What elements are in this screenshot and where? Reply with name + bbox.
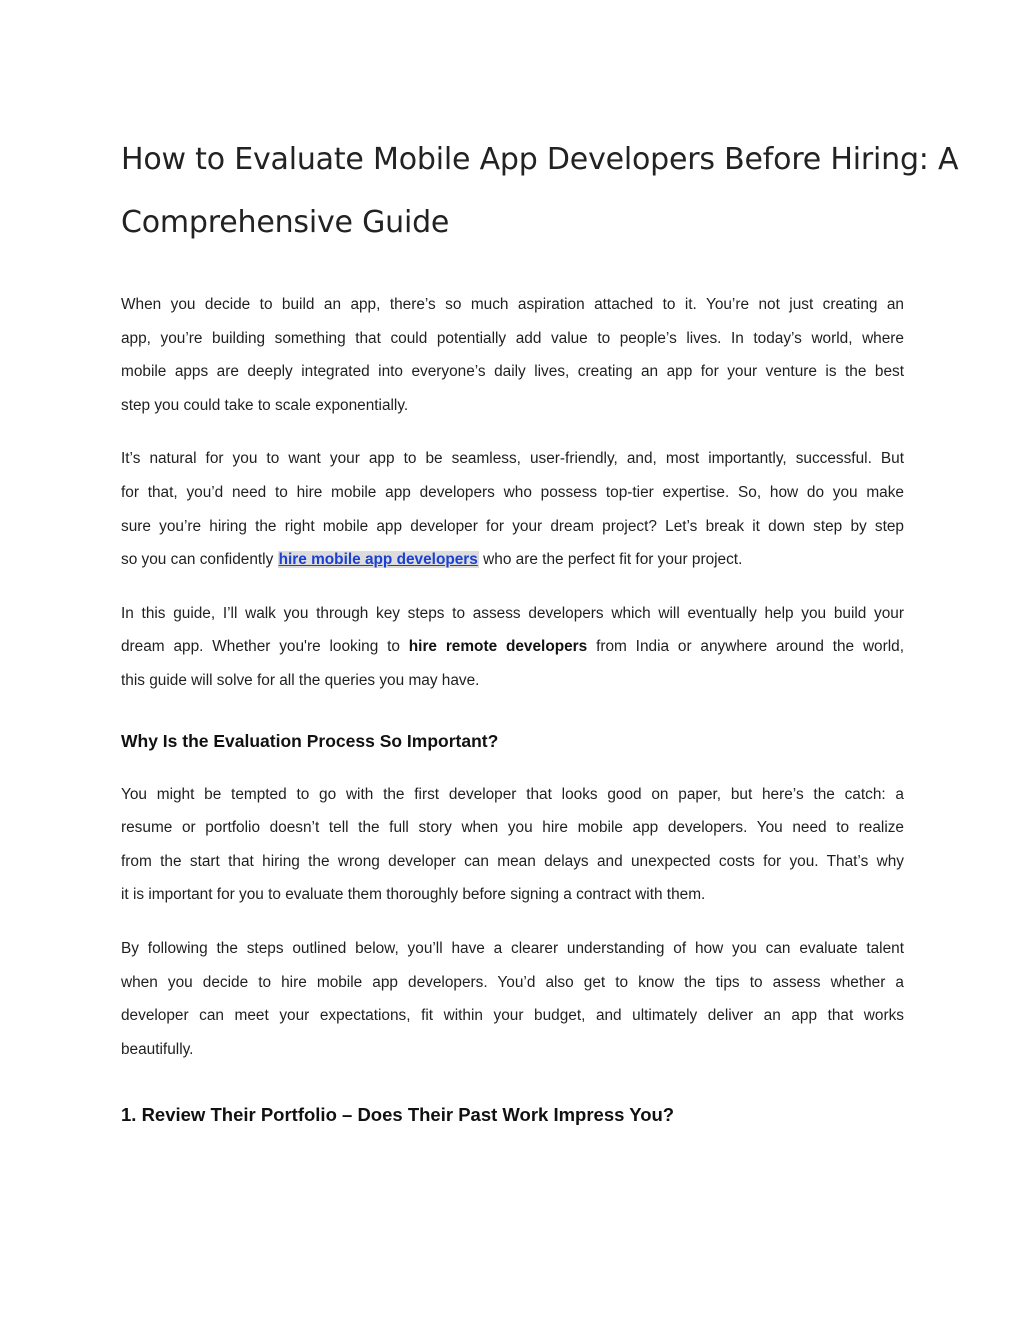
paragraph-line: resume or portfolio doesn’t tell the full story when you hire mobile app developers. You need to realize <box>121 819 904 837</box>
tempted-paragraph <box>121 778 904 912</box>
hire-mobile-app-developers-link[interactable]: hire mobile app developers <box>278 551 478 569</box>
following-paragraph <box>121 932 904 1066</box>
paragraph-line <box>121 630 904 664</box>
paragraph-line: By following the steps outlined below, you’ll have a clearer understanding of how you can evaluate talent <box>121 939 904 957</box>
paragraph-line: mobile apps are deeply integrated into everyone’s daily lives, creating an app for your venture is the best <box>121 363 904 381</box>
paragraph-line: it is important for you to evaluate them thoroughly before signing a contract with them. <box>121 886 706 904</box>
paragraph-line: When you decide to build an app, there’s so much aspiration attached to it. You’re not just creating an <box>121 296 904 313</box>
paragraph-line: step you could take to scale exponentially. <box>121 396 409 414</box>
page-title <box>121 128 959 254</box>
text-segment: from India or anywhere around the world, <box>587 638 904 656</box>
paragraph-line: It’s natural for you to want your app to be seamless, user-friendly, and, most importantly, successful. But <box>121 450 904 468</box>
section-heading-portfolio: 1. Review Their Portfolio – Does Their Past Work Impress You? <box>121 1104 675 1126</box>
text-segment: so you can confidently <box>121 551 278 569</box>
seamless-paragraph <box>121 442 904 576</box>
paragraph-line: sure you’re hiring the right mobile app developer for your dream project? Let’s break it down step by step <box>121 517 904 535</box>
intro-paragraph <box>121 288 904 422</box>
paragraph-line: developer can meet your expectations, fit within your budget, and ultimately deliver an app that works <box>121 1007 904 1025</box>
guide-paragraph <box>121 597 904 698</box>
paragraph-line: app, you’re building something that could potentially add value to people’s lives. In today’s world, where <box>121 329 904 347</box>
text-segment: dream app. Whether you're looking to <box>121 638 409 656</box>
paragraph-line: beautifully. <box>121 1040 194 1058</box>
text-segment: who are the perfect fit for your project. <box>478 551 743 569</box>
paragraph-line: this guide will solve for all the queries you may have. <box>121 671 480 689</box>
document-page <box>121 128 959 1130</box>
paragraph-line: You might be tempted to go with the first developer that looks good on paper, but here’s the catch: a <box>121 785 904 803</box>
paragraph-line <box>121 543 904 577</box>
paragraph-line: from the start that hiring the wrong developer can mean delays and unexpected costs for you. That’s why <box>121 852 904 870</box>
paragraph-line: when you decide to hire mobile app developers. You’d also get to know the tips to assess whether a <box>121 973 904 991</box>
page-title-line-2: Comprehensive Guide <box>121 205 450 240</box>
hire-remote-developers-bold: hire remote developers <box>408 638 588 656</box>
page-title-line-1: How to Evaluate Mobile App Developers Before Hiring: A <box>121 142 959 177</box>
paragraph-line: for that, you’d need to hire mobile app developers who possess top-tier expertise. So, how do you make <box>121 483 904 501</box>
section-heading-why: Why Is the Evaluation Process So Important? <box>121 730 499 751</box>
paragraph-line: In this guide, I’ll walk you through key steps to assess developers which will eventually help you build your <box>121 604 904 622</box>
